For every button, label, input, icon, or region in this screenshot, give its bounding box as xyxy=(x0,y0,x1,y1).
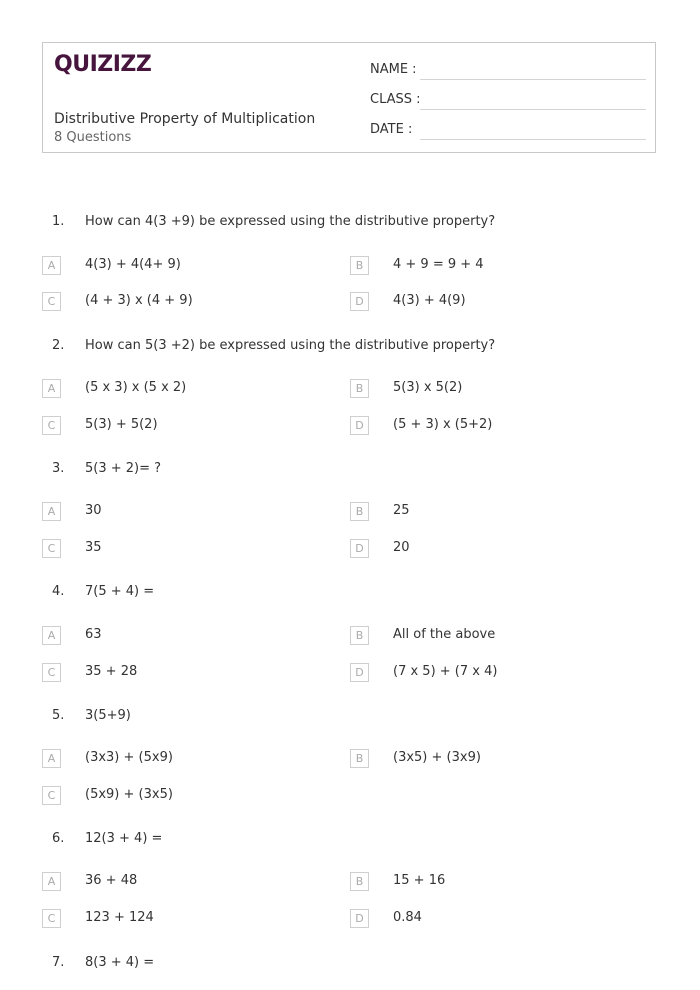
option-text: 35 xyxy=(85,540,102,555)
question xyxy=(0,461,700,481)
question-text: 8(3 + 4) = xyxy=(85,955,155,970)
option-letter: C xyxy=(42,909,61,928)
name-line xyxy=(420,79,646,80)
question-number: 2. xyxy=(52,338,65,353)
question-text: How can 4(3 +9) be expressed using the distributive property? xyxy=(85,214,496,229)
question-number: 6. xyxy=(52,831,65,846)
option-text: 123 + 124 xyxy=(85,910,154,925)
option-text: All of the above xyxy=(393,627,496,642)
class-field[interactable] xyxy=(370,86,646,110)
option-letter: C xyxy=(42,663,61,682)
question xyxy=(0,708,700,728)
question xyxy=(0,584,700,604)
option-letter: C xyxy=(42,539,61,558)
option-text: (5 + 3) x (5+2) xyxy=(393,417,493,432)
date-field[interactable] xyxy=(370,116,646,140)
option-letter: A xyxy=(42,379,61,398)
option-text: (5x9) + (3x5) xyxy=(85,787,173,802)
question-text: How can 5(3 +2) be expressed using the distributive property? xyxy=(85,338,496,353)
worksheet-header xyxy=(42,42,656,153)
option-letter: C xyxy=(42,416,61,435)
worksheet-title: Distributive Property of Multiplication xyxy=(54,111,316,127)
option-text: (3x5) + (3x9) xyxy=(393,750,481,765)
date-line xyxy=(420,139,646,140)
option-letter: A xyxy=(42,749,61,768)
option-letter: A xyxy=(42,626,61,645)
option-text: (3x3) + (5x9) xyxy=(85,750,173,765)
option-text: 20 xyxy=(393,540,410,555)
name-field[interactable] xyxy=(370,56,646,80)
question-text: 5(3 + 2)= ? xyxy=(85,461,162,476)
option-letter: D xyxy=(350,292,369,311)
option-text: 36 + 48 xyxy=(85,873,138,888)
quizizz-logo: QUIZIZZ xyxy=(54,52,152,77)
class-label: CLASS : xyxy=(370,92,421,107)
option-text: (7 x 5) + (7 x 4) xyxy=(393,664,498,679)
name-label: NAME : xyxy=(370,62,417,77)
option-text: 25 xyxy=(393,503,410,518)
option-letter: A xyxy=(42,502,61,521)
option-text: 0.84 xyxy=(393,910,422,925)
question-count: 8 Questions xyxy=(54,130,132,145)
option-letter: B xyxy=(350,502,369,521)
option-text: 4 + 9 = 9 + 4 xyxy=(393,257,484,272)
option-text: (4 + 3) x (4 + 9) xyxy=(85,293,193,308)
option-text: 5(3) + 5(2) xyxy=(85,417,158,432)
question xyxy=(0,831,700,851)
question xyxy=(0,214,700,234)
option-text: (5 x 3) x (5 x 2) xyxy=(85,380,187,395)
option-letter: C xyxy=(42,292,61,311)
option-text: 4(3) + 4(9) xyxy=(393,293,466,308)
option-letter: D xyxy=(350,416,369,435)
question xyxy=(0,338,700,358)
option-letter: B xyxy=(350,379,369,398)
option-text: 5(3) x 5(2) xyxy=(393,380,463,395)
option-letter: D xyxy=(350,909,369,928)
question-text: 12(3 + 4) = xyxy=(85,831,163,846)
question-number: 1. xyxy=(52,214,65,229)
option-letter: C xyxy=(42,786,61,805)
option-letter: D xyxy=(350,663,369,682)
question xyxy=(0,955,700,975)
question-number: 3. xyxy=(52,461,65,476)
option-text: 35 + 28 xyxy=(85,664,138,679)
option-text: 4(3) + 4(4+ 9) xyxy=(85,257,181,272)
class-line xyxy=(420,109,646,110)
question-number: 5. xyxy=(52,708,65,723)
question-number: 4. xyxy=(52,584,65,599)
question-number: 7. xyxy=(52,955,65,970)
question-text: 3(5+9) xyxy=(85,708,131,723)
option-text: 63 xyxy=(85,627,102,642)
question-text: 7(5 + 4) = xyxy=(85,584,155,599)
option-letter: A xyxy=(42,256,61,275)
option-letter: B xyxy=(350,626,369,645)
option-letter: B xyxy=(350,872,369,891)
option-letter: A xyxy=(42,872,61,891)
option-letter: B xyxy=(350,749,369,768)
option-letter: B xyxy=(350,256,369,275)
option-text: 15 + 16 xyxy=(393,873,446,888)
date-label: DATE : xyxy=(370,122,413,137)
option-letter: D xyxy=(350,539,369,558)
option-text: 30 xyxy=(85,503,102,518)
